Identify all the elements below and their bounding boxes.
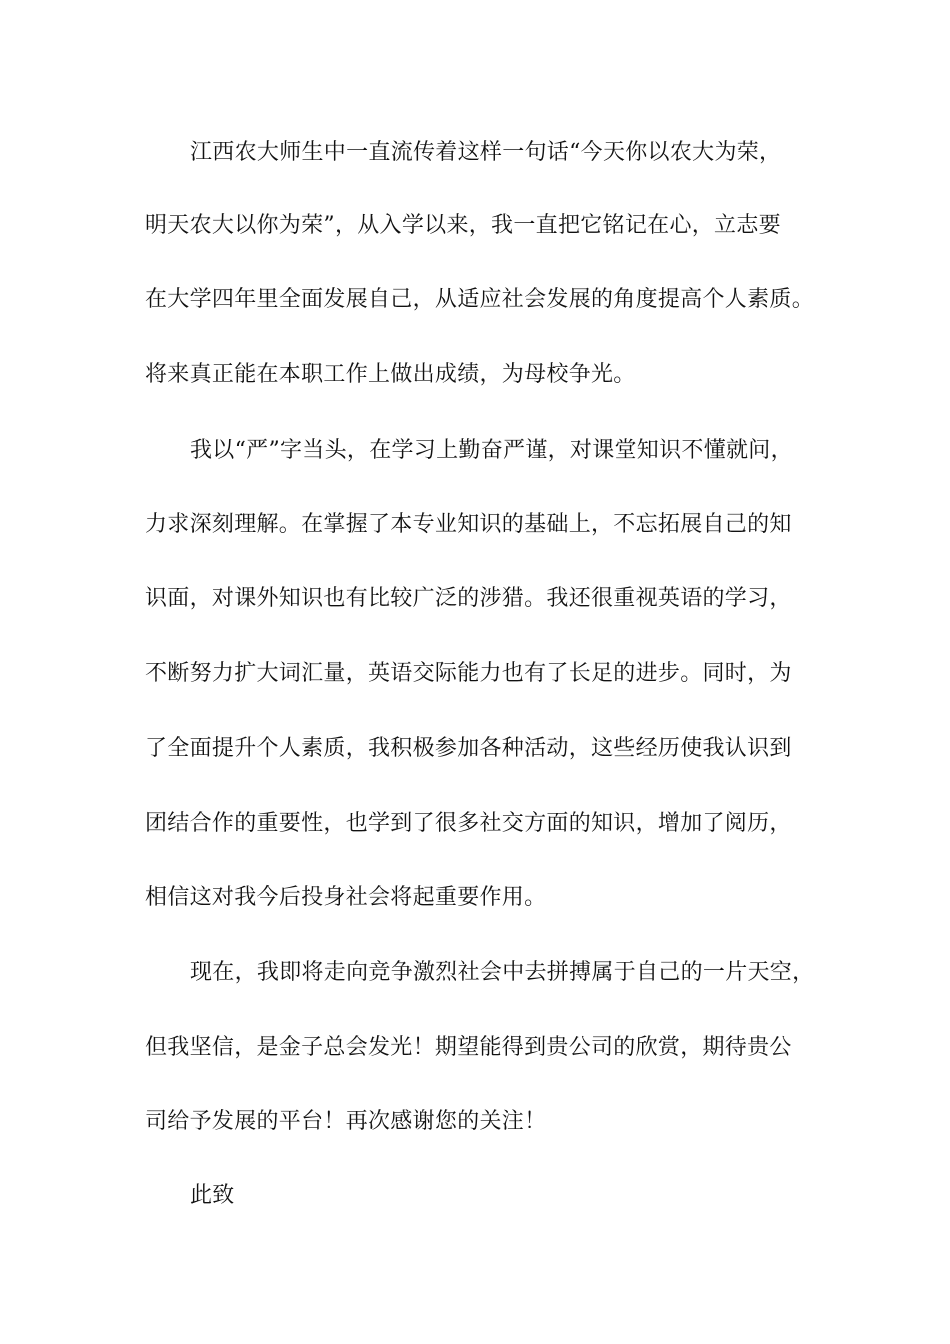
paragraph-2-line-4: 不断努力扩大词汇量，英语交际能力也有了长足的进步。同时，为 <box>145 661 792 686</box>
paragraph-3-line-2: 但我坚信，是金子总会发光！期望能得到贵公司的欣赏，期待贵公 <box>145 1035 792 1060</box>
paragraph-2-line-1: 我以“严”字当头，在学习上勤奋严谨，对课堂知识不懂就问， <box>190 438 793 463</box>
paragraph-1-line-4: 将来真正能在本职工作上做出成绩，为母校争光。 <box>145 362 636 387</box>
paragraph-3-line-3: 司给予发展的平台！再次感谢您的关注！ <box>145 1109 547 1134</box>
paragraph-2-line-2: 力求深刻理解。在掌握了本专业知识的基础上，不忘拓展自己的知 <box>145 512 792 537</box>
closing-salutation: 此致 <box>190 1183 235 1208</box>
paragraph-1-line-3: 在大学四年里全面发展自己，从适应社会发展的角度提高个人素质。 <box>145 287 815 312</box>
paragraph-3-line-1: 现在，我即将走向竞争激烈社会中去拼搏属于自己的一片天空， <box>190 960 815 985</box>
paragraph-2-line-6: 团结合作的重要性，也学到了很多社交方面的知识，增加了阅历， <box>145 811 792 836</box>
paragraph-1-line-1: 江西农大师生中一直流传着这样一句话“今天你以农大为荣， <box>190 140 782 165</box>
paragraph-1-line-2: 明天农大以你为荣”，从入学以来，我一直把它铭记在心，立志要 <box>145 213 781 238</box>
paragraph-2-line-7: 相信这对我今后投身社会将起重要作用。 <box>145 885 547 910</box>
paragraph-2-line-5: 了全面提升个人素质，我积极参加各种活动，这些经历使我认识到 <box>145 736 792 761</box>
paragraph-2-line-3: 识面，对课外知识也有比较广泛的涉猎。我还很重视英语的学习， <box>145 586 792 611</box>
